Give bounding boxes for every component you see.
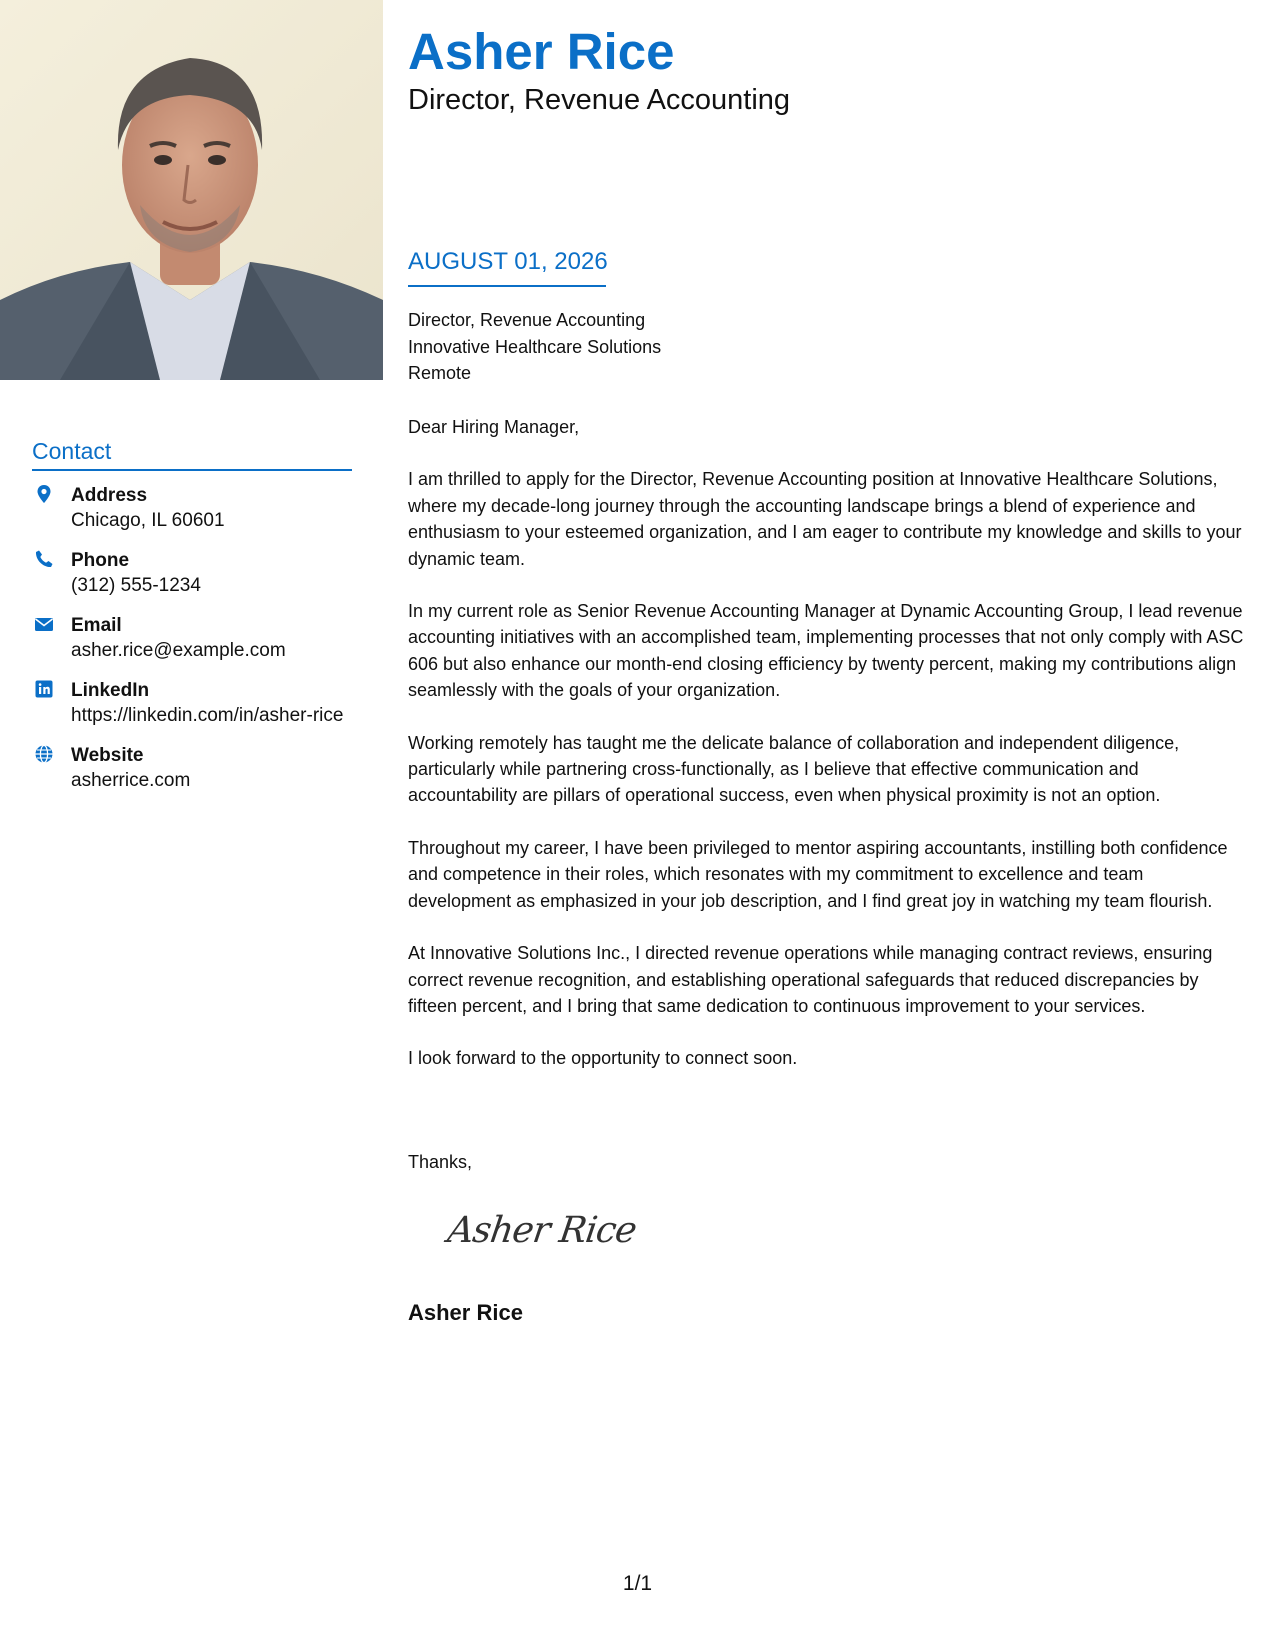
contact-list <box>32 483 352 808</box>
recipient-line: Innovative Healthcare Solutions <box>408 336 662 357</box>
letter-body <box>408 414 1250 1098</box>
contact-item-address <box>32 483 352 533</box>
phone-icon <box>34 549 54 569</box>
contact-value[interactable]: asherrice.com <box>71 770 191 791</box>
letter-paragraph: I am thrilled to apply for the Director, Revenue Accounting position at Innovative Healthcare Solutions, where my decade-long journey through the accounting landscape brings a blend of experience and enthusiasm to your esteemed organization, and I am eager to contribute my knowledge and skills to your dynamic team. <box>408 469 1242 569</box>
contact-value: (312) 555-1234 <box>71 575 201 596</box>
globe-icon <box>34 744 54 764</box>
letter-closing: Thanks, <box>408 1152 473 1172</box>
contact-item-linkedin <box>32 678 352 728</box>
contact-label: Email <box>71 615 122 636</box>
date-divider <box>408 285 606 287</box>
applicant-name: Asher Rice <box>408 23 675 80</box>
letter-date: AUGUST 01, 2026 <box>408 248 608 275</box>
recipient-line: Remote <box>408 363 472 383</box>
letter-paragraph: At Innovative Solutions Inc., I directed revenue operations while managing contract reviews, ensuring correct revenue recognition, and establishing operational safeguards that reduced discrepancies by fifteen percent, and I bring that same dedication to continuous improvement to your services. <box>408 943 1213 1016</box>
sidebar <box>0 0 383 1650</box>
signer-name: Asher Rice <box>408 1300 523 1325</box>
letter-paragraph: In my current role as Senior Revenue Accounting Manager at Dynamic Accounting Group, I lead revenue accounting initiatives with an accomplished team, implementing processes that not only comply with ASC 606 but also enhance our month-end closing efficiency by twenty percent, making my contributions align seamlessly with the goals of your organization. <box>408 601 1244 701</box>
contact-value: Chicago, IL 60601 <box>71 510 225 531</box>
contact-item-phone <box>32 548 352 598</box>
letter-greeting: Dear Hiring Manager, <box>408 417 580 437</box>
contact-item-website <box>32 743 352 793</box>
letter-paragraph: Throughout my career, I have been privileged to mentor aspiring accountants, instilling both confidence and competence in their roles, which resonates with my commitment to excellence and team development as emphasized in your job description, and I find great joy in watching my team flourish. <box>408 837 1228 911</box>
contact-value[interactable]: asher.rice@example.com <box>71 640 286 661</box>
page-indicator: 1/1 <box>622 1572 653 1595</box>
contact-heading: Contact <box>32 438 112 464</box>
contact-label: LinkedIn <box>71 680 150 701</box>
recipient-line: Director, Revenue Accounting <box>408 310 646 330</box>
contact-item-email <box>32 613 352 663</box>
contact-label: Website <box>71 745 144 766</box>
recipient-block <box>408 307 1258 387</box>
handwritten-signature: Asher Rice <box>445 1210 639 1251</box>
contact-divider <box>32 469 352 471</box>
letter-paragraph: Working remotely has taught me the delicate balance of collaboration and independent diligence, particularly while partnering cross-functionally, as I believe that effective communication and accountability are pillars of operational success, even when physical proximity is not an option. <box>408 732 1180 806</box>
location-pin-icon <box>34 484 54 504</box>
linkedin-icon <box>34 679 54 699</box>
contact-value[interactable]: https://linkedin.com/in/asher-rice <box>71 705 344 726</box>
profile-photo <box>0 0 383 380</box>
applicant-title: Director, Revenue Accounting <box>408 84 791 116</box>
contact-label: Address <box>71 485 148 506</box>
contact-label: Phone <box>71 550 130 571</box>
letter-paragraph: I look forward to the opportunity to connect soon. <box>408 1048 798 1069</box>
email-icon <box>34 614 54 634</box>
